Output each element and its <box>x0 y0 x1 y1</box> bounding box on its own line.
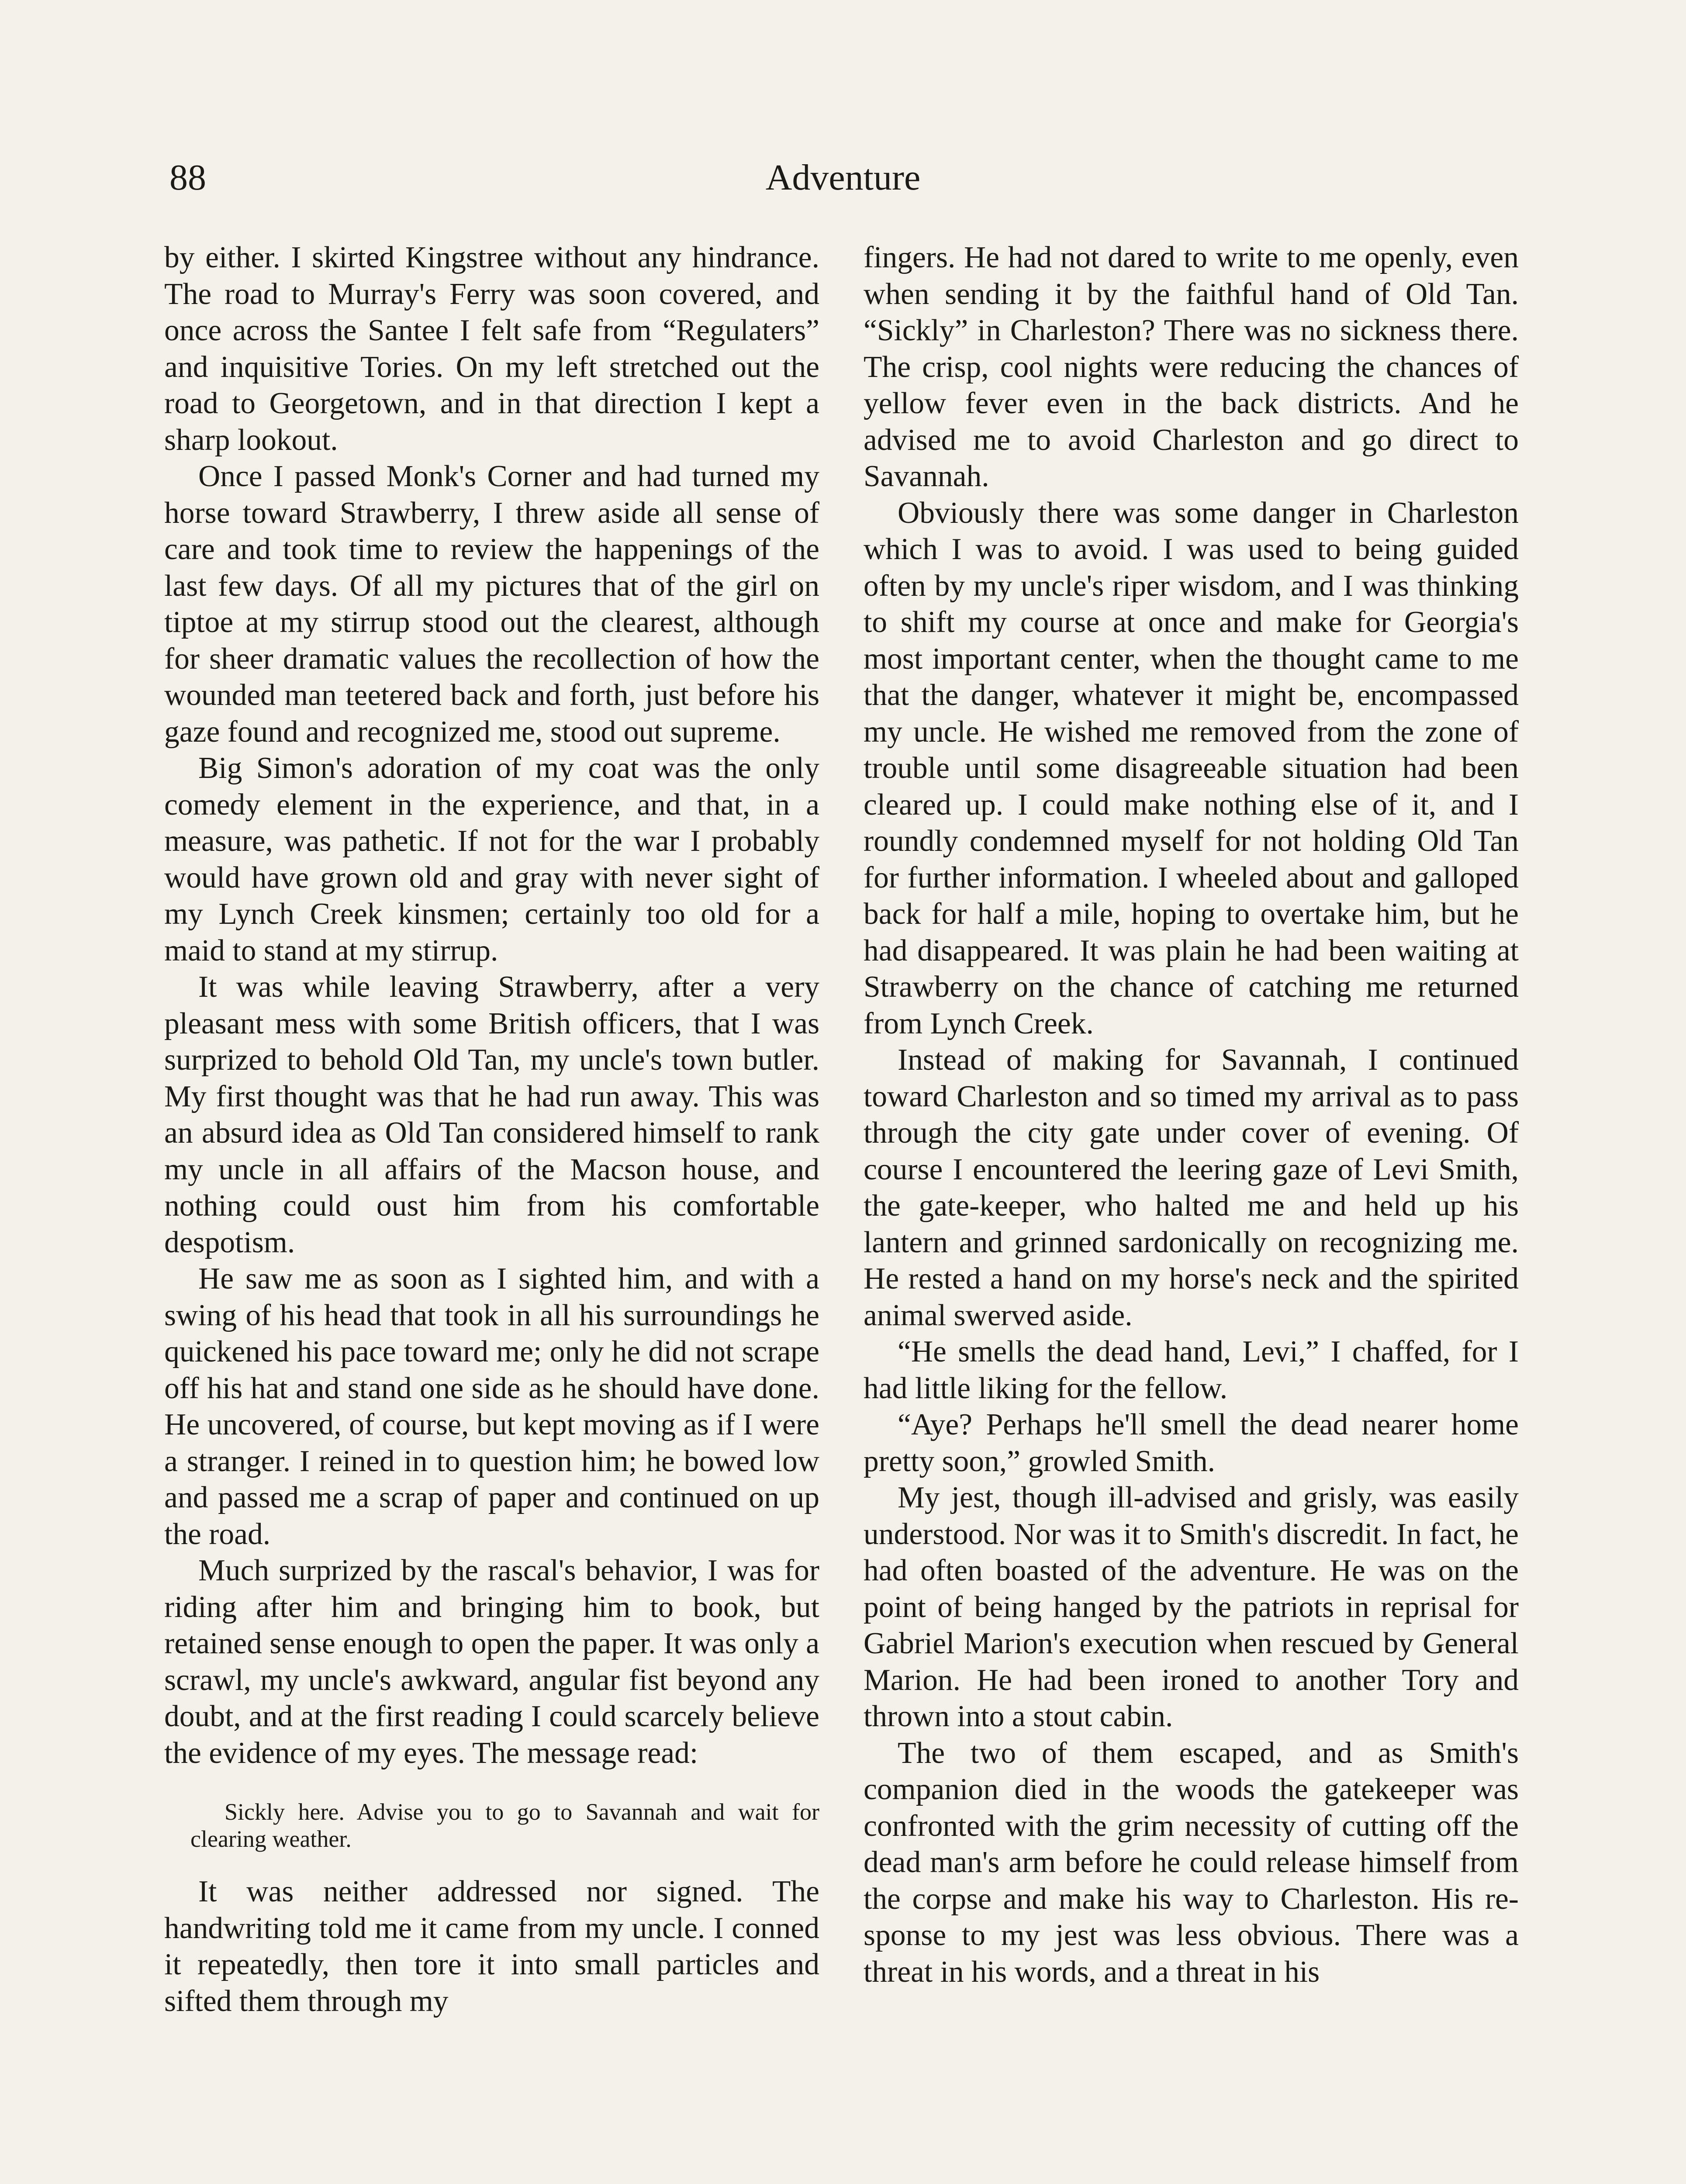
running-head-title: Adventure <box>765 157 921 198</box>
paragraph: Once I passed Monk's Corner and had turned my horse toward Strawberry, I threw aside all sense of care and took time to review the happenings of the last few days. Of all my pictures that of the girl on tiptoe at my stirrup stood out the clearest, although for sheer dramatic values the recollection of how the wounded man teetered back and forth, just before his gaze found and recognized me, stood out supreme. <box>164 460 819 749</box>
paragraph: “Aye? Perhaps he'll smell the dead nearer home pretty soon,” growled Smith. <box>864 1408 1519 1478</box>
paragraph: The two of them escaped, and as Smith's companion died in the woods the gatekeeper was confronted with the grim necessity of cutting off the dead man's arm before he could release himself from the corpse and make his way to Charleston. His response to my jest was less obvious. There was a threat in his words, and a threat in his <box>864 1736 1519 1989</box>
paragraph: Obviously there was some danger in Charleston which I was to avoid. I was used to being guided often by my uncle's riper wisdom, and I was thinking to shift my course at once and make for Georgia's most important center, when the thought came to me that the danger, whatever it might be, encompassed my uncle. He wished me removed from the zone of trouble until some disagreeable situation had been cleared up. I could make nothing else of it, and I roundly condemned myself for not holding Old Tan for further information. I wheeled about and galloped back for half a mile, hoping to overtake him, but he had disappeared. It was plain he had been waiting at Strawberry on the chance of catching me returned from Lynch Creek. <box>864 496 1519 1040</box>
paragraph: by either. I skirted Kingstree without any hindrance. The road to Murray's Ferry was soon covered, and once across the Santee I felt safe from “Regulaters” and inquisitive Tories. On my left stretched out the road to Georgetown, and in that direction I kept a sharp lookout. <box>164 241 819 457</box>
left-column <box>164 239 819 2019</box>
paragraph: Much surprized by the rascal's behavior, I was for riding after him and bringing him to book, but retained sense enough to open the paper. It was only a scrawl, my uncle's awkward, angular fist beyond any doubt, and at the first reading I could scarcely believe the evidence of my eyes. The message read: <box>164 1554 819 1770</box>
paragraph: Instead of making for Savannah, I continued toward Charleston and so timed my arrival as to pass through the city gate under cover of evening. Of course I encountered the leering gaze of Levi Smith, the gate-keeper, who halted me and held up his lantern and grinned sardonically on recognizing me. He rested a hand on my horse's neck and the spirited animal swerved aside. <box>864 1043 1519 1332</box>
paragraph: My jest, though ill-advised and grisly, was easily understood. Nor was it to Smith's discredit. In fact, he had often boasted of the adventure. He was on the point of being hanged by the patriots in reprisal for Gabriel Marion's execution when rescued by General Marion. He had been ironed to another Tory and thrown into a stout cabin. <box>864 1481 1519 1733</box>
paragraph: It was while leaving Strawberry, after a very pleasant mess with some British officers, that I was surprized to behold Old Tan, my uncle's town butler. My first thought was that he had run away. This was an absurd idea as Old Tan considered himself to rank my uncle in all affairs of the Macson house, and nothing could oust him from his comfortable despotism. <box>164 970 819 1259</box>
paragraph: It was neither addressed nor signed. The handwriting told me it came from my uncle. I conned it repeatedly, then tore it into small particles and sifted them through my <box>164 1875 819 2018</box>
page-number: 88 <box>169 157 206 198</box>
right-column <box>864 239 1519 1990</box>
paragraph: fingers. He had not dared to write to me openly, even when sending it by the faithful hand of Old Tan. “Sickly” in Charleston? There was no sickness there. The crisp, cool nights were reducing the chances of yellow fever even in the back districts. And he advised me to avoid Charleston and go direct to Savannah. <box>864 241 1519 493</box>
quoted-message: Sickly here. Advise you to go to Savannah and wait for clearing weather. <box>190 1799 819 1852</box>
paragraph: Big Simon's adoration of my coat was the only comedy element in the experience, and that, in a measure, was pathetic. If not for the war I probably would have grown old and gray with never sight of my Lynch Creek kinsmen; certainly too old for a maid to stand at my stirrup. <box>164 751 819 968</box>
paragraph: “He smells the dead hand, Levi,” I chaffed, for I had little liking for the fellow. <box>864 1335 1519 1405</box>
paragraph: He saw me as soon as I sighted him, and with a swing of his head that took in all his surroundings he quickened his pace toward me; only he did not scrape off his hat and stand one side as he should have done. He uncovered, of course, but kept moving as if I were a stranger. I reined in to question him; he bowed low and passed me a scrap of paper and continued on up the road. <box>164 1262 819 1551</box>
